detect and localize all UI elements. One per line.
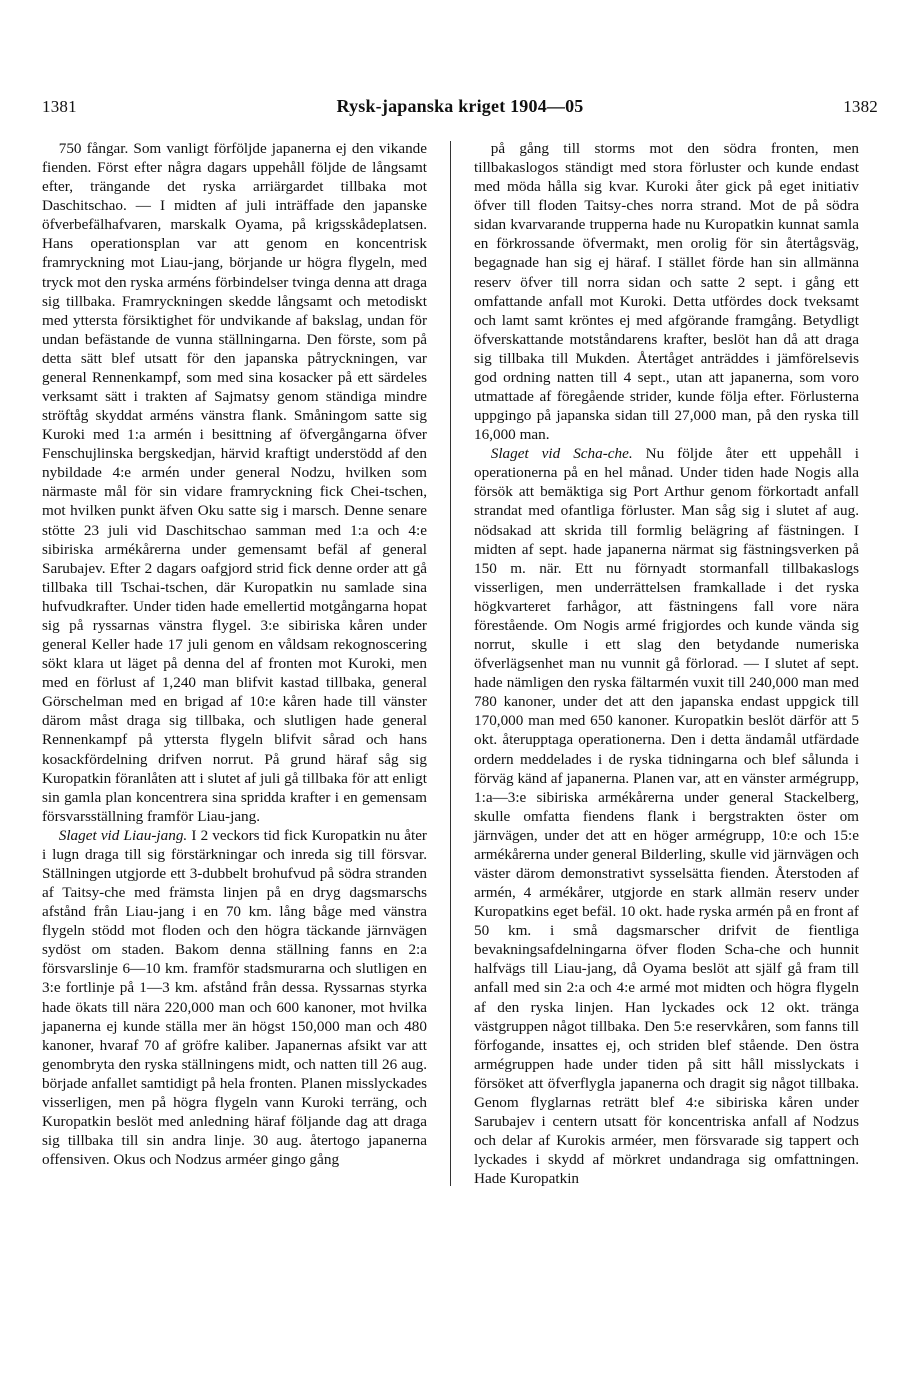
folio-right: 1382 bbox=[843, 97, 878, 116]
page-header bbox=[42, 96, 878, 117]
right-column bbox=[451, 139, 859, 1188]
section-heading: Slaget vid Scha-che. bbox=[490, 445, 633, 463]
paragraph: Slaget vid Scha-che. Nu följde åter ett uppehåll i operationerna på en hel månad. Under tiden hade Nogis alla försök att bemäktiga sig Port Arthur genom förkortadt anfall strandat med ofantliga förluster. Man såg sig i slutet af aug. nödsakad att skrida till formlig belägring af fästningen. I midten af sept. hade japanerna närmat sig fästningsverken på 150 m. när. Ett nu förnyadt stormanfall tillbakaslogs visserligen, men underrättelsen framkallade i det ryska högkvarteret farhågor, att fästningens fall vore nära förestående. Om Nogis armé frigjordes och kunde vända sig norrut, skulle i ett slag den betydande numeriska öfverlägsenhet man nu vunnit gå förlorad. — I slutet af sept. hade nämligen den ryska fältarmén vuxit till 240,000 man med 780 kanoner, under det att den japanska endast uppgick till 170,000 man med 650 kanoner. Kuropatkin beslöt därför att 5 okt. återupptaga operationerna. Den i detta ändamål utfärdade ordern meddelades i de ryska tidningarna och blef sålunda i förväg känd af japanerna. Planen var, att en vänster armégrupp, 1:a—3:e sibiriska armékårerna under general Stackelberg, skulle omfatta fiendens flank i bergstrakten öster om järnvägen, under det att en höger armégrupp, 10:e och 15:e armékårerna under general Bilderling, skulle vid järnvägen och väster därom demonstrativt sysselsätta fienden. Återstoden af armén, 4 armékårer, utgjorde en stark allmän reserv under Kuropatkins eget befäl. 10 okt. hade ryska armén på en front af 50 km. i små dagsmarscher drifvit de fientliga bevakningsafdelningarna öfver floden Scha-che och hunnit halfvägs till Liau-jang, då Oyama beslöt att själf gå fram till anfall med sin 2:a och 4:e armé mot midten och högra flygeln af den ryska linjen. Han lyckades ock 12 okt. tränga västgruppen något tillbaka. Den 5:e reservkåren, som fanns till förfogande, insattes ej, och striden blef stående. Den östra armégruppen hade under tiden på sitt håll misslyckats i försöket att öfverflygla japanerna och dragit sig något tillbaka. Genom flyglarnas reträtt blef 4:e sibiriska kåren under Sarubajev i centern utsatt för koncentriska anfall af Nodzus och delar af Kurokis arméer, men försvarade sig tappert och lyckades i skydd af mörkret undandraga sig omfattningen. Hade Kuropatkin bbox=[474, 445, 859, 1188]
running-title: Rysk-japanska kriget 1904—05 bbox=[336, 96, 584, 116]
section-heading: Slaget vid Liau-jang. bbox=[58, 826, 188, 844]
paragraph: Slaget vid Liau-jang. I 2 veckors tid fick Kuropatkin nu åter i lugn draga till sig förstärkningar och inreda sig till försvar. Ställningen utgjorde ett 3-dubbelt brohufvud på södra stranden af Taitsy-che med främsta linjen på en dryg dagsmarschs afstånd från Liau-jang i en 70 km. lång båge med vänstra flygeln stödd mot floden och den högra täckande järnvägen sydöst om staden. Bakom denna ställning fanns en 2:a försvarslinje 6—10 km. framför stadsmurarna och slutligen en 3:e fortlinje på 1—3 km. afstånd från dessa. Ryssarnas styrka hade ökats till nära 220,000 man och 600 kanoner, mot hvilka japanerna ej kunde ställa mer än högst 150,000 man och 480 kanoner, hvaraf 70 af gröfre kaliber. Japanernas afsikt var att genombryta den ryska ställningens midt, och natten till 26 aug. började anfallet samtidigt på hela fronten. Planen misslyckades visserligen, men på högra flygeln vann Kuroki terräng, och Kuropatkin beslöt med anledning häraf följande dag att draga sig tillbaka till sin andra linje. 30 aug. återtogo japanerna offensiven. Okus och Nodzus arméer gingo gång bbox=[42, 826, 427, 1169]
left-column bbox=[42, 139, 450, 1188]
two-column-body bbox=[42, 139, 878, 1188]
folio-left: 1381 bbox=[42, 97, 77, 116]
paragraph: 750 fångar. Som vanligt förföljde japanerna ej den vikande fienden. Först efter några dagars uppehåll följde de långsamt efter, trängande det ryska arriärgardet tillbaka mot Daschitschao. — I midten af juli inträffade den japanske öfverbefälhafvaren, marskalk Oyama, på krigsskådeplatsen. Hans operationsplan var att genom en koncentrisk framryckning mot Liau-jang, börjande ur högra flygeln, med tryck mot den ryska arméns förbindelser tvinga denna att draga sig tillbaka. Framryckningen skedde långsamt och metodiskt med yttersta försiktighet för undvikande af bakslag, undan för undan befästande de vunna ställningarna. Den förste, som på detta sätt blef utsatt för den japanska påtryckningen, var general Rennenkampf, som med sina kosacker på ett särdeles verksamt sätt i trakten af Sajmatsy genom ständiga mindre ströftåg skyddat arméns vänstra flank. Småningom satte sig Kuroki med 1:a armén i besittning af öfvergångarna öfver Fenschujlinska bergskedjan, härvid kraftigt understödd af den nybildade 4:e armén under general Nodzu, hvilken som närmaste mål för sin vidare framryckning fick Chei-tschen, mot hvilken punkt äfven Oku satte sig i marsch. Denne senare stötte 23 juli vid Daschitschao samman med 1:a och 4:e sibiriska armékårerna under gemensamt befäl af general Sarubajev. Efter 2 dagars oafgjord strid fick denne order att gå tillbaka till Tschai-tschen, där Kuropatkin nu samlade sina hufvudkrafter. Under tiden hade emellertid motgångarna hopat sig på ryssarnas vänstra flygel. 3:e sibiriska kåren under general Keller hade 17 juli genom en våldsam rekognoscering sökt klara ut läget på denna del af fronten mot Kuroki, men med en förlust af 1,240 man blifvit kastad tillbaka, general Görschelman med en brigad af 10:e kåren hade till vänster därom måst draga sig tillbaka, och slutligen hade general Rennenkampf på yttersta flygeln blifvit sårad och hans kosackfördelning drifven norrut. På grund häraf såg sig Kuropatkin föranlåten att i slutet af juli gå tillbaka för att enligt sin gamla plan koncentrera sina spridda krafter i en gemensam försvarsställning framför Liau-jang. bbox=[42, 140, 427, 825]
paragraph: på gång till storms mot den södra fronten, men tillbakaslogos ständigt med stora förluster och kunde endast med möda hålla sig kvar. Kuroki åter gick på eget initiativ öfver till floden Taitsy-ches norra strand. Mot de på södra sidan kvarvarande trupperna hade nu Kuropatkin kunnat samla en förkrossande öfvermakt, men orolig för sin återtågsväg, begagnade han sig ej häraf. I stället förde han sin allmänna reserv öfver till norra sidan och satte 2 sept. i gång ett omfattande anfall mot Kuroki. Detta utfördes dock tveksamt och lamt samt kröntes ej med afgörande framgång. Betydligt öfverskattande motståndarens krafter, beslöt han då att draga sig tillbaka till Mukden. Återtåget anträddes i jämförelsevis god ordning natten till 4 sept., utan att japanerna, som voro utmattade af föregående strider, kunde följa efter. Förlusterna uppgingo på japanska sidan till 27,000 man, på den ryska till 16,000 man. bbox=[474, 140, 859, 444]
